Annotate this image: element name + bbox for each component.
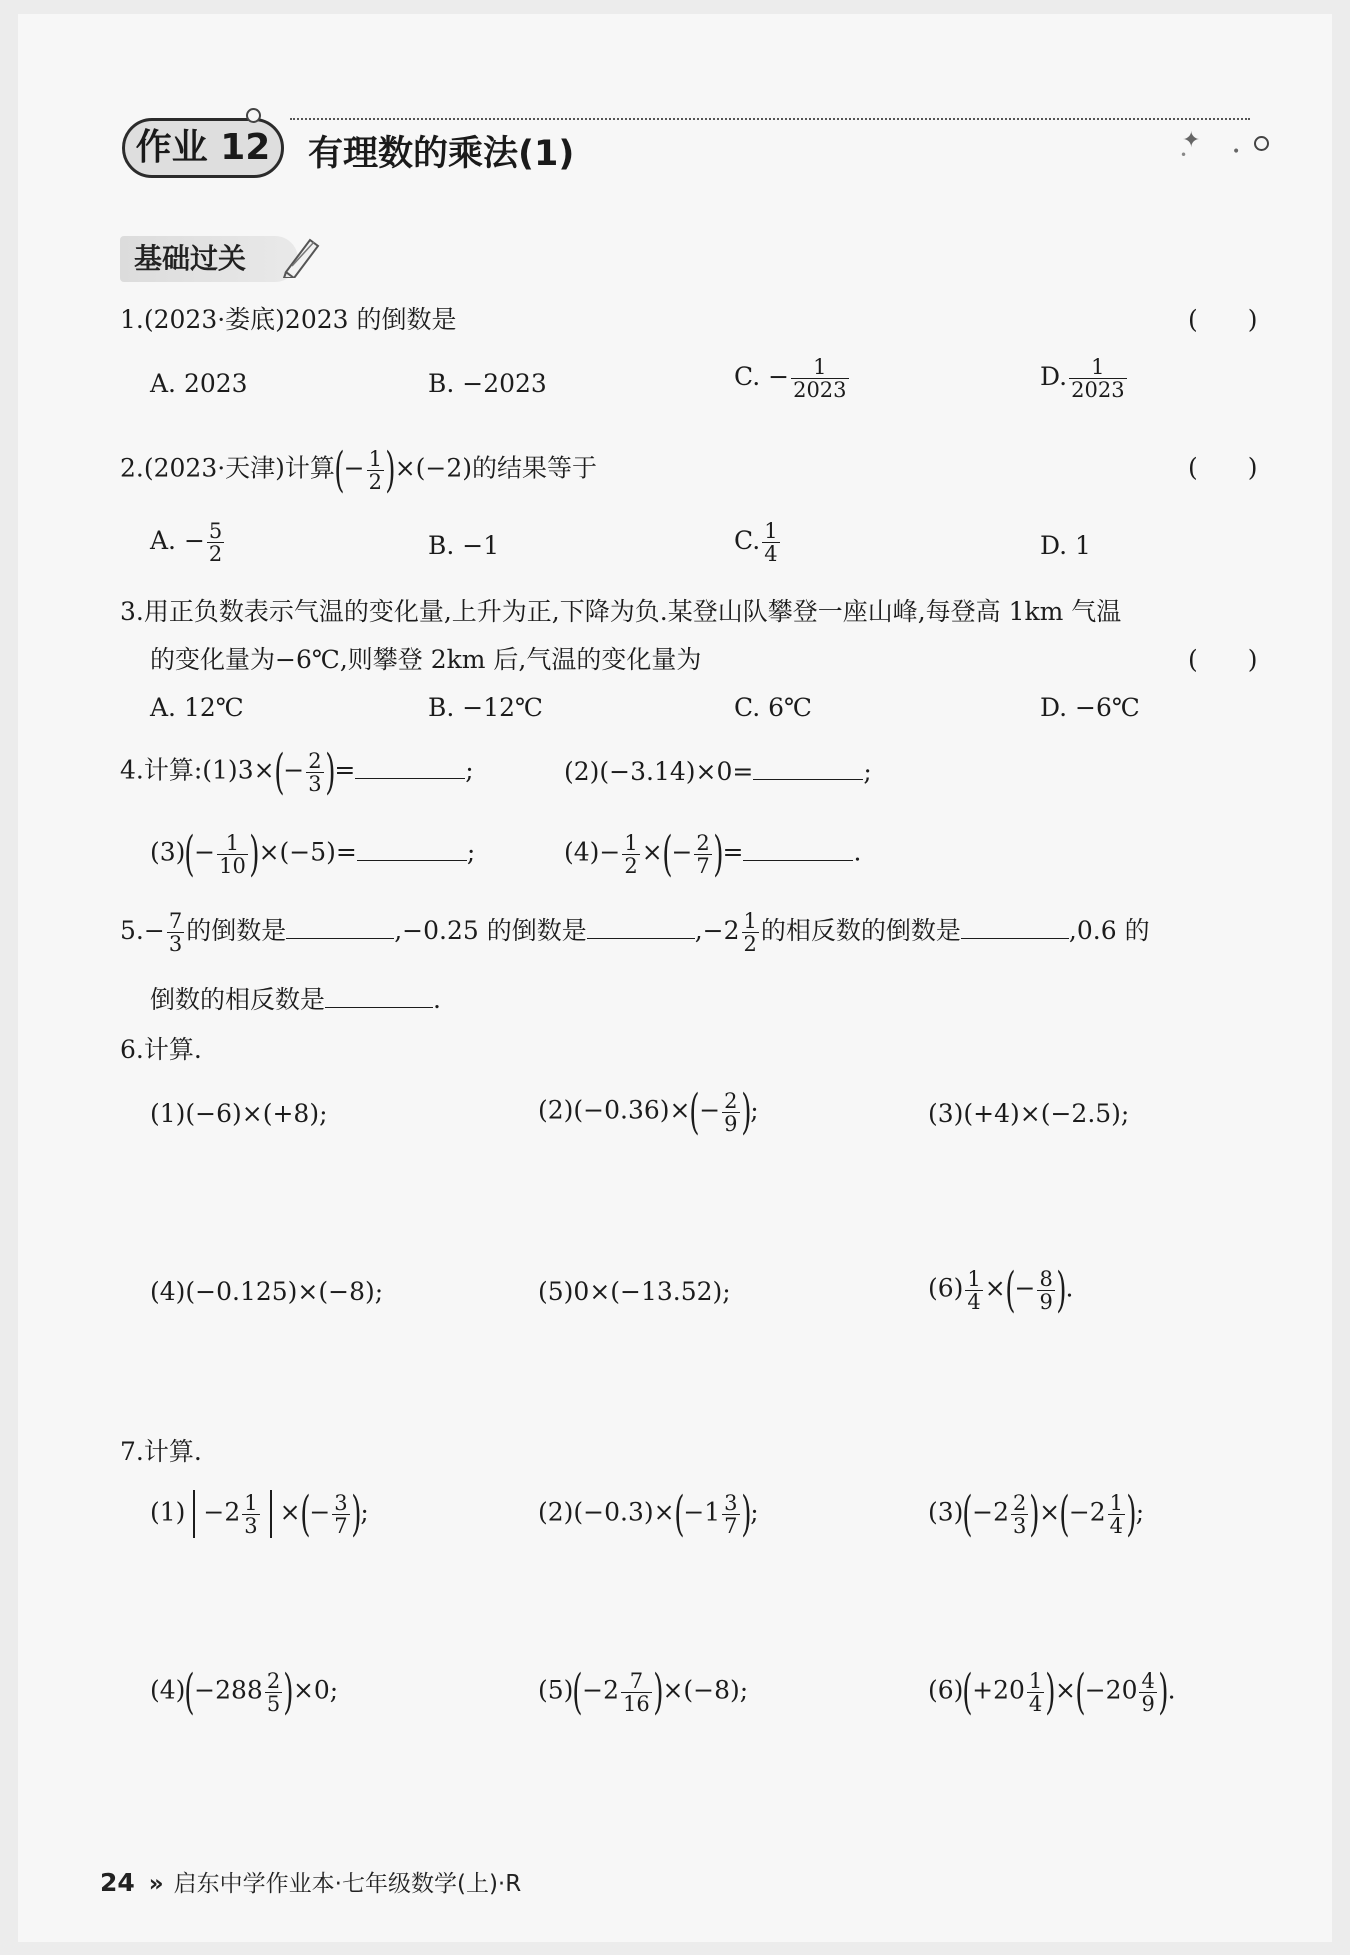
decor-ring-left — [246, 108, 261, 123]
answer-bracket-q3: ( ) — [1188, 645, 1258, 674]
question-4-part-2: (2)(−3.14)×0= ; — [564, 757, 872, 786]
q2-option-b: B. −1 — [428, 531, 500, 560]
page-number: 24 — [100, 1868, 135, 1897]
q6-part-5: (5)0×(−13.52); — [538, 1277, 731, 1306]
q7-part-3: (3)(−2 $\frac{2}{3}$ )×(−2 $\frac{1}{4}$ ); — [928, 1486, 1145, 1542]
fraction: $\frac{4}{9}$ — [1141, 1668, 1155, 1716]
q7-part-4: (4)(−288 $\frac{2}{5}$ )×0; — [150, 1664, 339, 1720]
q1-option-d: D. $\frac{1}{2023}$ — [1040, 355, 1125, 402]
fraction: $\frac{2}{9}$ — [724, 1088, 738, 1136]
fraction: $\frac{2}{3}$ — [1013, 1490, 1027, 1538]
section-heading: 基础过关 — [120, 236, 298, 282]
decor-dot: • — [1232, 144, 1241, 160]
question-3-line-1: 3.用正负数表示气温的变化量,上升为正,下降为负.某登山队攀登一座山峰,每登高 1km 气温 — [120, 597, 1122, 626]
q6-part-2: (2)(−0.36)×(− $\frac{2}{9}$ ); — [538, 1084, 759, 1140]
sparkle-icon: ✦ — [1182, 128, 1201, 153]
fraction: $\frac{1}{4}$ — [967, 1266, 981, 1314]
fraction: $\frac{8}{9}$ — [1039, 1266, 1053, 1314]
question-7-stem: 7.计算. — [120, 1437, 202, 1466]
fraction: $\frac{5}{2}$ — [208, 519, 223, 566]
q7-part-6: (6)(+20 $\frac{1}{4}$ )×(−20 $\frac{4}{9}$ ). — [928, 1664, 1176, 1720]
decor-ring-right — [1254, 136, 1269, 151]
q6-part-3: (3)(+4)×(−2.5); — [928, 1099, 1130, 1128]
page-title: 有理数的乘法(1) — [308, 134, 575, 174]
fraction: $\frac{2}{7}$ — [696, 830, 710, 878]
q2-option-d: D. 1 — [1040, 531, 1091, 560]
answer-bracket-q1: ( ) — [1188, 305, 1258, 334]
answer-blank[interactable] — [961, 916, 1069, 939]
q6-part-1: (1)(−6)×(+8); — [150, 1099, 328, 1128]
q6-part-4: (4)(−0.125)×(−8); — [150, 1277, 384, 1306]
q7-part-2: (2)(−0.3)×(−1 $\frac{3}{7}$ ); — [538, 1486, 759, 1542]
fraction: $\frac{1}{2023}$ — [1071, 355, 1125, 402]
answer-blank[interactable] — [286, 916, 394, 939]
fraction: $\frac{3}{7}$ — [334, 1490, 348, 1538]
answer-blank[interactable] — [355, 756, 465, 779]
decor-dot: • — [1180, 148, 1188, 162]
answer-blank[interactable] — [357, 838, 467, 861]
answer-blank[interactable] — [587, 916, 695, 939]
fraction: $\frac{7}{16}$ — [623, 1668, 650, 1716]
question-1-stem: 1.(2023·娄底)2023 的倒数是 — [120, 305, 457, 334]
q3-option-a: A. 12℃ — [150, 693, 244, 722]
fraction: $\frac{1}{2}$ — [743, 909, 757, 956]
fraction: $\frac{3}{7}$ — [724, 1490, 738, 1538]
fraction: $\frac{7}{3}$ — [168, 909, 183, 956]
answer-bracket-q2: ( ) — [1188, 453, 1258, 482]
answer-blank[interactable] — [753, 757, 863, 780]
answer-blank[interactable] — [743, 838, 853, 861]
pencil-icon — [280, 232, 322, 282]
question-4-part-4: (4)− $\frac{1}{2}$ ×(− $\frac{2}{7}$ )= . — [564, 826, 862, 882]
q3-option-b: B. −12℃ — [428, 693, 543, 722]
answer-blank[interactable] — [325, 985, 433, 1008]
fraction: $\frac{1}{4}$ — [764, 519, 778, 566]
question-4-part-3: (3)(− $\frac{1}{10}$ )×(−5)= ; — [150, 826, 476, 882]
decor-dotted-line — [290, 118, 1250, 120]
q2-option-a: A. − $\frac{5}{2}$ — [150, 519, 223, 566]
q1-option-c: C. − $\frac{1}{2023}$ — [734, 355, 847, 402]
fraction: $\frac{2}{3}$ — [308, 748, 322, 796]
q7-part-1: (1) −2 $\frac{1}{3}$ ×(− $\frac{3}{7}$ ); — [150, 1486, 369, 1542]
fraction: $\frac{1}{2023}$ — [793, 355, 847, 402]
question-2-stem: 2.(2023·天津)计算(− $\frac{1}{2}$ )×(−2)的结果等于 — [120, 442, 598, 498]
chevron-right-icon: » — [148, 1871, 164, 1897]
q1-option-a: A. 2023 — [150, 369, 248, 398]
q1-option-b: B. −2023 — [428, 369, 547, 398]
q6-part-6: (6) $\frac{1}{4}$ ×(− $\frac{8}{9}$ ). — [928, 1262, 1074, 1318]
homework-badge: 作业 12 — [122, 118, 284, 178]
fraction: $\frac{2}{5}$ — [266, 1668, 281, 1716]
question-5-line-1: 5.− $\frac{7}{3}$ 的倒数是 ,−0.25 的倒数是 ,−2 $\frac{1}{2}$ 的相反数的倒数是 ,0.6 的 — [120, 909, 1150, 956]
fraction: $\frac{1}{2}$ — [368, 446, 382, 494]
fraction: $\frac{1}{10}$ — [219, 830, 246, 878]
page-footer — [100, 1865, 521, 1898]
question-6-stem: 6.计算. — [120, 1035, 202, 1064]
fraction: $\frac{1}{3}$ — [244, 1490, 258, 1538]
fraction: $\frac{1}{4}$ — [1028, 1668, 1043, 1716]
fraction: $\frac{1}{2}$ — [624, 830, 638, 878]
q3-option-d: D. −6℃ — [1040, 693, 1140, 722]
q7-part-5: (5)(−2 $\frac{7}{16}$ )×(−8); — [538, 1664, 749, 1720]
question-5-line-2: 倒数的相反数是 . — [150, 985, 441, 1014]
q3-option-c: C. 6℃ — [734, 693, 813, 722]
fraction: $\frac{1}{4}$ — [1109, 1490, 1124, 1538]
question-4-part-1: 4.计算:(1)3×(− $\frac{2}{3}$ )= ; — [120, 744, 474, 800]
footer-book-title: 启东中学作业本·七年级数学(上)·R — [173, 1871, 522, 1897]
question-3-line-2: 的变化量为−6℃,则攀登 2km 后,气温的变化量为 — [150, 645, 702, 674]
q2-option-c: C. $\frac{1}{4}$ — [734, 519, 778, 566]
